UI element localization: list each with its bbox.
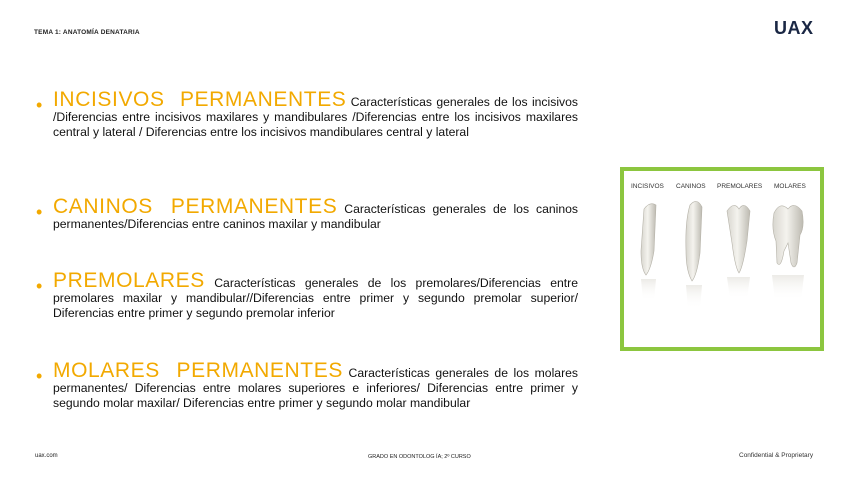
premolar-tooth [727, 205, 750, 273]
bullet-molares [36, 359, 578, 411]
incisor-tooth [641, 204, 656, 275]
label-premolares: PREMOLARES [717, 183, 763, 190]
bullet-title: MOLARES PERMANENTES [53, 359, 343, 382]
label-incisivos: INCISIVOS [631, 183, 664, 190]
teeth-illustration [624, 171, 820, 347]
footer-confidential: Confidential & Proprietary [739, 452, 814, 459]
footer-course: GRADO EN ODONTOLOG ÍA; 2º CURSO [368, 454, 471, 460]
canine-tooth [686, 201, 702, 281]
bullet-premolares [36, 269, 578, 321]
bullet-text: Características generales de los premolares/Diferencias entre premolares maxilar y mandibular//Diferencias entre primer y segundo premolar superior/ Diferencias entre primer y segundo premolar inferior [53, 276, 578, 320]
slide-topic: TEMA 1: ANATOMÍA DENATARIA [34, 29, 140, 36]
label-molares: MOLARES [774, 183, 806, 190]
bullet-text: Características generales de los incisivos /Diferencias entre incisivos maxilares y mandibulares /Diferencias entre los incisivos maxilares central y lateral / Diferencias entre los incisivos mandibulares central y lateral [53, 95, 579, 139]
bullet-list [36, 88, 579, 410]
bullet-dot: • [36, 276, 43, 296]
bullet-title: PREMOLARES [53, 269, 205, 292]
uax-logo: UAX [774, 18, 814, 38]
bullet-text: Características generales de los caninos permanentes/Diferencias entre caninos maxilar y mandibular [53, 202, 578, 231]
footer-website: uax.com [35, 453, 58, 459]
bullet-dot: • [36, 202, 43, 222]
bullet-caninos [36, 195, 578, 232]
bullet-dot: • [36, 366, 43, 386]
bullet-incisivos [36, 88, 579, 140]
label-caninos: CANINOS [676, 183, 706, 190]
bullet-text: Características generales de los molares permanentes/ Diferencias entre molares superiores e inferiores/ Diferencias entre primer y segundo molar maxilar/ Diferencias entre primer y segundo molar mandibular [53, 366, 578, 410]
molar-tooth [773, 205, 803, 267]
teeth-image [620, 167, 824, 351]
bullet-dot: • [36, 95, 43, 115]
bullet-title: CANINOS PERMANENTES [53, 195, 338, 218]
bullet-title: INCISIVOS PERMANENTES [53, 88, 347, 111]
